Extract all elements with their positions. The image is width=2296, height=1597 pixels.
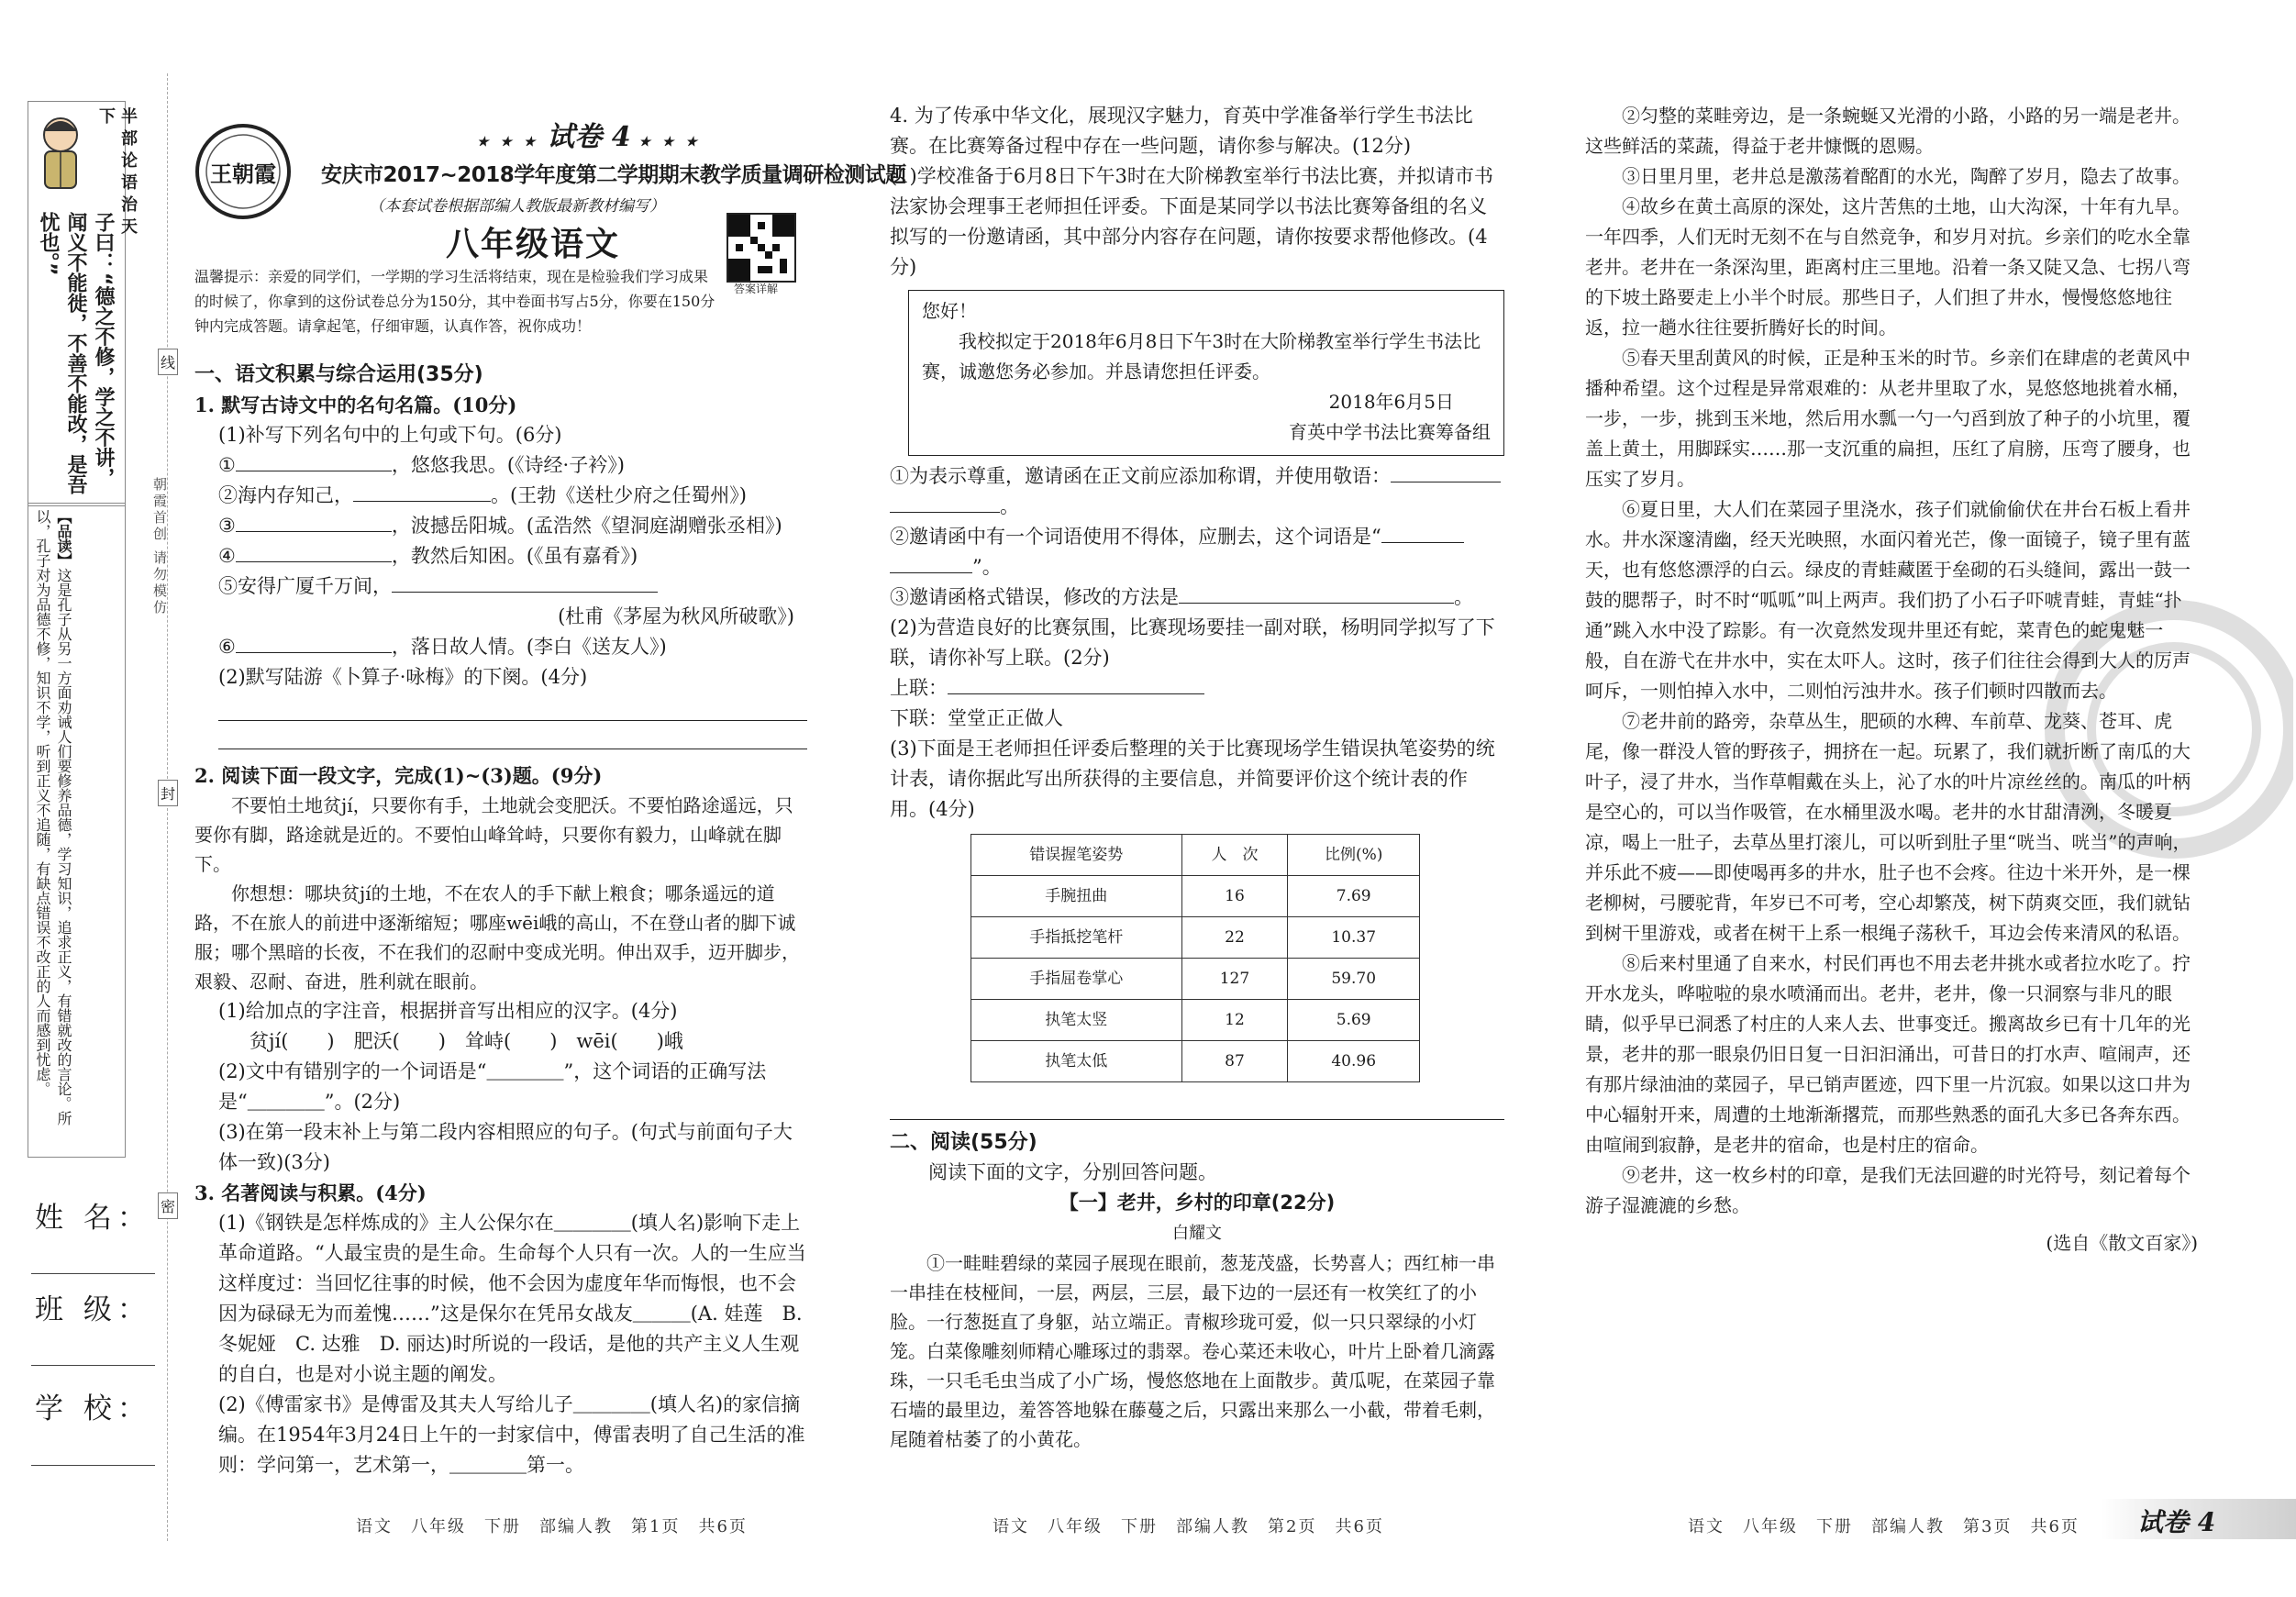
q1-part2: (2)默写陆游《卜算子·咏梅》的下阕。(4分) [218,666,588,688]
answer-blank[interactable] [948,673,1204,694]
binding-mark-1: 线 [158,349,178,375]
page2-column [890,101,1504,1454]
invitation-date: 2018年6月5日 [1328,391,1454,413]
table-header: 比例(%) [1288,835,1420,876]
confucius-icon [32,111,89,192]
article-paragraph-3: ③日里月里，老井总是激荡着酩酊的水光，陶醉了岁月，隐去了故事。 [1622,165,2191,187]
table-cell: 10.37 [1288,917,1420,959]
table-cell: 59.70 [1288,959,1420,1000]
q4-part1-b: ②邀请函中有一个词语使用不得体，应删去，这个词语是“ [890,522,1504,552]
q4-part3: (3)下面是王老师担任评委后整理的关于比赛现场学生错误执笔姿势的统计表，请你据此写出所获得的主要信息，并简要评价这个统计表的作用。(4分) [890,738,1495,820]
section1-heading: 一、语文积累与综合运用(35分) [194,363,483,386]
quote-title: 半部论语治天下 [96,107,138,239]
binding-line [167,73,170,1541]
class-label: 班 级： [35,1293,151,1326]
binding-mark-2: 封 [158,780,178,806]
subject-title: 八年级语文 [446,226,621,263]
answer-line[interactable] [218,721,807,749]
table-cell: 5.69 [1288,1000,1420,1041]
q1-item-5: ⑤安得广厦千万间， [194,571,807,602]
table-header: 错误握笔姿势 [971,835,1182,876]
invitation-box [908,290,1504,456]
article-paragraph-1: ①一畦畦碧绿的菜园子展现在眼前，葱茏茂盛，长势喜人；西红柿一串一串挂在枝桠间，一层，两层，三层，最下边的一层还有一枚笑红了的小脸。一行葱挺直了身躯，站立端正。青椒珍珑可爱，似一只只翠绿的小灯笼。白菜像雕刻师精心雕琢过的翡翠。卷心菜还未收心，叶片上卧着几滴露珠，一只毛毛虫当成了小广场，慢悠悠地在上面散步。黄瓜呢，在菜园子靠石墙的最里边，羞答答地躲在藤蔓之后，只露出来那么一小截，带着毛刺，尾随着枯萎了的小黄花。 [890,1252,1495,1450]
q2-part2: (2)文中有错别字的一个词语是“＿＿＿＿”，这个词语的正确写法是“＿＿＿＿”。(2分) [218,1060,767,1113]
table-cell: 87 [1181,1041,1288,1082]
answer-line[interactable] [890,1082,1504,1120]
article-paragraph-8: ⑧后来村里通了自来水，村民们再也不用去老井挑水或者拉水吃了。拧开水龙头，哗啦啦的泉水喷涌而出。老井，老井，像一只洞察与非凡的眼睛，似乎早已洞悉了村庄的人来人去、世事变迁。搬离故乡已有十几年的光景，老井的那一眼泉仍旧日复一日汩汩涌出，可昔日的打水声、喧闹声，还有那片绿油油的菜园子，早已销声匿迹，四下里一片沉寂。如果以这口井为中心辐射开来，周遭的土地渐渐撂荒，而那些熟悉的面孔大多已各奔东西。由喧闹到寂静，是老井的宿命，也是村庄的宿命。 [1585,952,2191,1156]
q4-upper-couplet: 上联： [890,673,1504,704]
q1-item-4: ④ ，教然后知困。(《虽有嘉肴》) [194,541,807,571]
page1-footer: 语文 八年级 下册 部编人教 第1页 共6页 [356,1517,748,1536]
q2-passage-1: 不要怕土地贫jí，只要你有手，土地就会变肥沃。不要怕路途遥远，只要你有脚，路途就是近的。不要怕山峰耸峙，只要你有毅力，山峰就在脚下。 [194,794,793,875]
corner-badge [2101,1499,2296,1539]
section2-heading: 二、阅读(55分) [890,1131,1037,1154]
q4-part2: (2)为营造良好的比赛氛围，比赛现场要挂一副对联，杨明同学拟写了下联，请你补写上联。(2分) [890,616,1495,669]
table-cell: 7.69 [1288,876,1420,917]
answer-blank[interactable] [236,511,392,532]
q4-part1-c: ③邀请函格式错误，修改的方法是 。 [890,582,1504,613]
q4-part1-a: ①为表示尊重，邀请函在正文前应添加称谓，并使用敬语： [890,461,1504,492]
table-cell: 22 [1181,917,1288,959]
q4-heading: 4. 为了传承中华文化，展现汉字魅力，育英中学准备举行学生书法比赛。在比赛筹备过程中存在一些问题，请你参与解决。(12分) [890,105,1473,157]
q2-heading: 2. 阅读下面一段文字，完成(1)~(3)题。(9分) [194,764,603,787]
q2-part3: (3)在第一段末补上与第二段内容相照应的句子。(句式与前面句子大体一致)(3分) [218,1121,793,1173]
q1-item-2: ②海内存知己， 。(王勃《送杜少府之任蜀州》) [194,481,807,511]
table-cell: 40.96 [1288,1041,1420,1082]
answer-blank[interactable] [1179,582,1454,604]
q4-part1-a-cont: 。 [890,492,1504,522]
invitation-body: 我校拟定于2018年6月8日下午3时在大阶梯教室举行学生书法比赛，诚邀您务必参加。并恳请您担任评委。 [922,330,1481,383]
q1-part1: (1)补写下列名句中的上句或下句。(6分) [218,424,562,446]
q1-item-6: ⑥ ，落日故人情。(李白《送友人》) [194,632,807,662]
exam-note: （本套试卷根据部编人教版最新教材编写） [369,197,665,216]
invitation-signature: 育英中学书法比赛筹备组 [1289,421,1491,443]
answer-line[interactable] [218,693,807,721]
paper-badge: ★ ★ ★ 试卷 4 ★ ★ ★ [477,121,701,153]
paper-badge-text: 试卷 4 [547,121,631,153]
article-paragraph-4: ④故乡在黄土高原的深处，这片苦焦的土地，山大沟深，十年有九旱。一年四季，人们无时无刻不在与自然竞争，和岁月对抗。乡亲们的吃水全靠老井。老井在一条深沟里，距离村庄三里地。沿着一条又陡又急、七拐八弯的下坡土路要走上小半个时辰。那些日子，人们担了井水，慢慢悠悠地往返，拉一趟水往往要折腾好长的时间。 [1585,195,2191,338]
page2-footer: 语文 八年级 下册 部编人教 第2页 共6页 [993,1517,1384,1536]
table-row [971,917,1420,959]
answer-blank[interactable] [890,552,972,573]
binding-note: 朝霞首创 请勿模仿 [151,477,168,616]
answer-blank[interactable] [236,632,392,653]
page1-column [194,360,807,1481]
q3-part1: (1)《钢铁是怎样炼成的》主人公保尔在＿＿＿＿(填人名)影响下走上革命道路。“人最宝贵的是生命。生命每个人只有一次。人的一生应当这样度过：当回忆往事的时候，他不会因为虚度年华而悔恨，也不会因为碌碌无为而羞愧……”这是保尔在凭吊女战友＿＿＿(A. 娃莲 B. 冬妮娅 C. 达雅 D. 丽达)时所说的一段话，是他的共产主义人生观的自白，也是对小说主题的阐发。 [218,1212,806,1385]
q2-passage-2: 你想想：哪块贫jí的土地，不在农人的手下献上粮食；哪条遥远的道路，不在旅人的前进中逐渐缩短；哪座wēi峨的高山，不在登山者的脚下诚服；哪个黑暗的长夜，不在我们的忍耐中变成光明。伸出双手，迈开脚步，艰毅、忍耐、奋进，胜利就在眼前。 [194,882,800,993]
answer-blank[interactable] [890,492,1000,513]
exam-title: 安庆市2017~2018学年度第二学期期末教学质量调研检测试题 [321,163,906,187]
notice-text: 温馨提示：亲爱的同学们，一学期的学习生活将结束，现在是检验我们学习成果的时候了，你拿到的这份试卷总分为150分，其中卷面书写占5分，你要在150分钟内完成答题。请拿起笔，仔细审题，认真作答，祝你成功！ [194,268,715,335]
table-cell: 12 [1181,1000,1288,1041]
q2-part1: (1)给加点的字注音，根据拼音写出相应的汉字。(4分) [218,1000,678,1022]
article-paragraph-2: ②匀整的菜畦旁边，是一条蜿蜒又光滑的小路，小路的另一端是老井。这些鲜活的菜蔬，得益于老井慷慨的恩赐。 [1585,105,2191,157]
q1-heading: 1. 默写古诗文中的名句名篇。(10分) [194,394,517,416]
q1-item-3: ③ ，波撼岳阳城。(孟浩然《望洞庭湖赠张丞相》) [194,511,807,541]
answer-blank[interactable] [353,481,491,502]
quote-text: 子曰：“德之不修，学之不讲，闻义不能徙，不善不能改，是吾忧也。” [37,212,115,494]
school-label: 学 校： [35,1392,151,1425]
sidebar-commentary-box [28,503,126,1158]
answer-blank[interactable] [236,541,392,562]
q4-part1-b-cont: ”。 [890,552,1504,582]
q1-item-5-source: (杜甫《茅屋为秋风所破歌》) [558,605,794,627]
stat-table [971,834,1420,1082]
sidebar-quote-box [28,101,138,506]
page3-footer: 语文 八年级 下册 部编人教 第3页 共6页 [1688,1517,2080,1536]
table-header: 人 次 [1181,835,1288,876]
article-paragraph-5: ⑤春天里刮黄风的时候，正是种玉米的时节。乡亲们在肆虐的老黄风中播种希望。这个过程是异常艰难的：从老井里取了水，晃悠悠地挑着水桶，一步，一步，挑到玉米地，然后用水瓢一勺一勺舀到放了种子的小坑里，覆盖上黄土，用脚踩实……那一支沉重的扁担，压红了肩膀，压弯了腰身，也压实了岁月。 [1585,347,2191,490]
table-row [971,876,1420,917]
notice [194,264,722,338]
table-row [971,959,1420,1000]
invitation-greeting: 您好！ [922,300,977,322]
table-cell: 手腕扭曲 [971,876,1182,917]
q2-part1-items[interactable]: 贫jí( ) 肥沃( ) 耸峙( ) wēi( )峨 [250,1030,683,1052]
answer-blank[interactable] [1391,461,1501,482]
article-paragraph-6: ⑥夏日里，大人们在菜园子里浇水，孩子们就偷偷伏在井台石板上看井水。井水深邃清幽，经天光映照，水面闪着光芒，像一面镜子，镜子里有蓝天，也有悠悠漂浮的白云。绿皮的青蛙藏匿于垒砌的石头缝间，露出一鼓一鼓的腮帮子，时不时“呱呱”叫上两声。我们扔了小石子吓唬青蛙，青蛙“扑通”跳入水中没了踪影。有一次竟然发现井里还有蛇，菜青色的蛇鬼魅一般，自在游弋在井水中，实在太吓人。这时，孩子们往往会得到大人的厉声呵斥，一则怕掉入水中，二则怕污浊井水。孩子们顿时四散而去。 [1585,498,2191,702]
answer-blank[interactable] [236,450,392,471]
answer-blank[interactable] [1381,522,1464,543]
logo-text: 王朝霞 [210,161,276,187]
brand-logo [194,123,292,220]
table-cell: 手指抵挖笔杆 [971,917,1182,959]
article-title: 【一】老井，乡村的印章(22分) [1059,1192,1336,1214]
answer-blank[interactable] [392,571,658,593]
school-field[interactable] [31,1465,155,1466]
q3-part2: (2)《傅雷家书》是傅雷及其夫人写给儿子＿＿＿＿(填人名)的家信摘编。在1954年3月24日上午的一封家信中，傅雷表明了自己生活的准则：学问第一，艺术第一，＿＿＿＿第一。 [218,1393,805,1476]
q3-heading: 3. 名著阅读与积累。(4分) [194,1181,427,1204]
corner-badge-text: 试卷 4 [2137,1507,2216,1537]
q4-lower-couplet: 下联：堂堂正正做人 [890,707,1063,729]
page3-column [1585,101,2198,1259]
binding-mark-3: 密 [158,1192,178,1219]
article-paragraph-7: ⑦老井前的路旁，杂草丛生，肥硕的水稗、车前草、龙葵、苍耳、虎尾，像一群没人管的野孩子，拥挤在一起。玩累了，我们就折断了南瓜的大叶子，浸了井水，当作草帽戴在头上，沁了水的叶片凉丝丝的。南瓜的叶柄是空心的，可以当作吸管，在水桶里汲水喝。老井的水甘甜清洌，冬暖夏凉，喝上一肚子，去草丛里打滚儿，可以听到肚子里“咣当、咣当”的声响，并乐此不疲——即使喝再多的井水，肚子也不会疼。往边十米开外，是一棵老柳树，弓腰驼背，年岁已不可考，空心却繁茂，树下荫爽交匝，我们就钻到树干里游戏，或者在树干上系一根绳子荡秋千，耳边会传来清风的私语。 [1585,710,2191,944]
commentary-title: 【品读】 [55,509,72,568]
table-cell: 执笔太低 [971,1041,1182,1082]
class-field[interactable] [31,1365,155,1366]
table-cell: 127 [1181,959,1288,1000]
table-cell: 手指屈卷掌心 [971,959,1182,1000]
article-paragraph-9: ⑨老井，这一枚乡村的印章，是我们无法回避的时光符号，刻记着每个游子湿漉漉的乡愁。 [1585,1164,2191,1216]
table-header-row [971,835,1420,876]
q4-part1: (1)学校准备于6月8日下午3时在大阶梯教室举行书法比赛，并拟请市书法家协会理事王老师担任评委。下面是某同学以书法比赛筹备组的名义拟写的一份邀请函，其中部分内容存在问题，请你按要求帮他修改。(4分) [890,165,1493,278]
table-row [971,1000,1420,1041]
article-source: (选自《散文百家》) [2046,1232,2198,1254]
reading-intro: 阅读下面的文字，分别回答问题。 [928,1161,1217,1183]
qr-caption: 答案详解 [734,283,779,295]
name-label: 姓 名： [35,1202,151,1235]
commentary-text: 这是孔子从另一方面劝诫人们要修养品德，学习知识，追求正义，有错就改的言论。所以，孔子对为品德不修，知识不学，听到正义不追随，有缺点错误不改正的人而感到忧虑。 [34,509,72,1126]
article-author: 白耀文 [1172,1224,1222,1243]
table-cell: 执笔太竖 [971,1000,1182,1041]
table-cell: 16 [1181,876,1288,917]
q1-item-1: ① ，悠悠我思。(《诗经·子衿》) [194,450,807,481]
table-row [971,1041,1420,1082]
name-field[interactable] [31,1273,155,1274]
qr-code[interactable] [727,213,796,283]
